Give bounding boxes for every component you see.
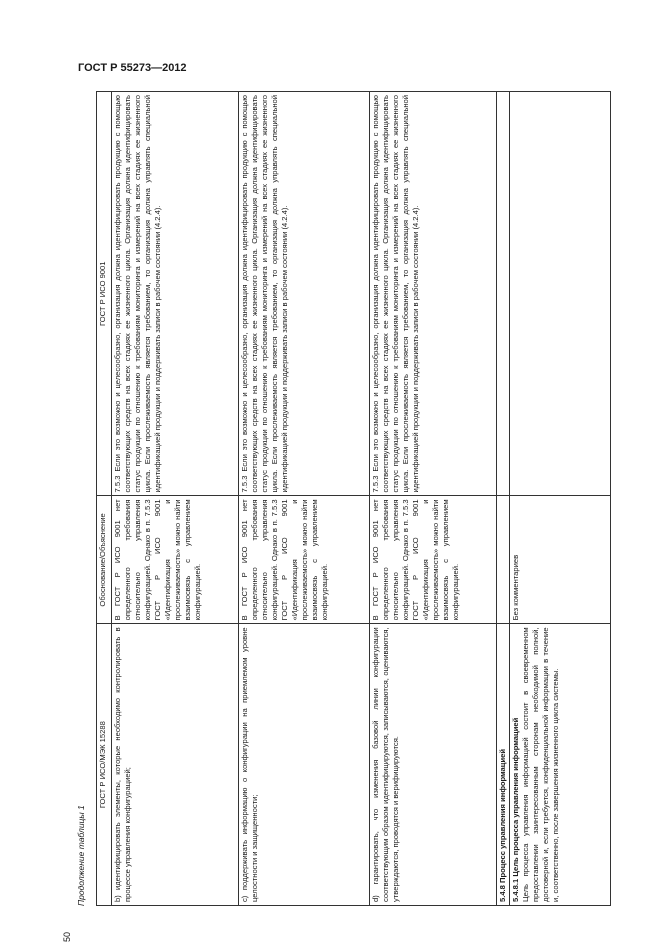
document-title: ГОСТ Р 55273—2012 (78, 62, 187, 74)
table-cell (510, 92, 611, 496)
table-cell: d) гарантировать, что изменения базовой линии конфигурации соответствующим образом идентифицируются, записываются, оцениваются, утверждаются, проводятся и верифицируются. (370, 624, 497, 906)
table-cell (510, 624, 611, 906)
table-cell: b) идентифицировать элементы, которые необходимо контролировать в процессе управления конфигурацией; (112, 624, 239, 906)
page-number: 50 (62, 931, 72, 942)
subsection-title: 5.4.8.1 Цель процесса управления информацией (511, 717, 521, 902)
table-cell: В ГОСТ Р ИСО 9001 нет определенного требования относительно управления конфигурацией. Однако в п. 7.5.3 ГОСТ Р ИСО 9001 «Идентификация и прослеживаемость» можно найти взаимосвязь с управлением конфигурацией. (370, 496, 497, 624)
column-header: Обоснование/Объяснение (97, 496, 112, 624)
table-cell: 7.5.3 Если это возможно и целесообразно, организация должна идентифицировать продукцию с помощью соответствующих средств на всех стадиях ее жизненного цикла. Организация должна идентифицировать статус продукции по отношению к требованиям мониторинга и измерений на всех стадиях ее жизненного цикла. Если прослеживаемость является требованием, то организация должна управлять специальной идентификацией продукции и поддерживать записи в рабочем состоянии (4.2.4). (239, 92, 370, 496)
table-cell: 7.5.3 Если это возможно и целесообразно, организация должна идентифицировать продукцию с помощью соответствующих средств на всех стадиях ее жизненного цикла. Организация должна идентифицировать статус продукции по отношению к требованиям мониторинга и измерений на всех стадиях ее жизненного цикла. Если прослеживаемость является требованием, то организация должна управлять специальной идентификацией продукции и поддерживать записи в рабочем состоянии (4.2.4). (370, 92, 497, 496)
column-header: ГОСТ Р ИСО/МЭК 15288 (97, 624, 112, 906)
section-title: 5.4.8 Процесс управления информацией (497, 624, 510, 906)
table-cell: 7.5.3 Если это возможно и целесообразно, организация должна идентифицировать продукцию с помощью соответствующих средств на всех стадиях ее жизненного цикла. Организация должна идентифицировать статус продукции по отношению к требованиям мониторинга и измерений на всех стадиях ее жизненного цикла. Если прослеживаемость является требованием, то организация должна управлять специальной идентификацией продукции и поддерживать записи в рабочем состоянии (4.2.4). (112, 92, 239, 496)
table-cell: В ГОСТ Р ИСО 9001 нет определенного требования относительно управления конфигурацией. Однако в п. 7.5.3 ГОСТ Р ИСО 9001 «Идентификация и прослеживаемость» можно найти взаимосвязь с управлением конфигурацией. (239, 496, 370, 624)
table-header-row (97, 92, 112, 906)
table-row (370, 92, 497, 906)
table-row (112, 92, 239, 906)
table-row (510, 92, 611, 906)
table-row (239, 92, 370, 906)
table-cell: c) поддерживать информацию о конфигурации на приемлемом уровне целостности и защищенности; (239, 624, 370, 906)
table-cell (497, 496, 510, 624)
rotated-table-page (62, 91, 561, 942)
table-caption: Продолжение таблицы 1 (76, 805, 86, 906)
comparison-table (96, 91, 611, 906)
section-row (497, 92, 510, 906)
cell-text: Цель процесса управления информацией состоит в своевременном предоставлении заинтересованным сторонам необходимой полной, достоверной и, если требуется, конфиденциальной информации в течение и, соответственно, после завершения жизненного цикла системы. (521, 627, 561, 902)
table-cell: В ГОСТ Р ИСО 9001 нет определенного требования относительно управления конфигурацией. Однако в п. 7.5.3 ГОСТ Р ИСО 9001 «Идентификация и прослеживаемость» можно найти взаимосвязь с управлением конфигурацией. (112, 496, 239, 624)
table-cell (497, 92, 510, 496)
table-cell: Без комментариев (510, 496, 611, 624)
column-header: ГОСТ Р ИСО 9001 (97, 92, 112, 496)
